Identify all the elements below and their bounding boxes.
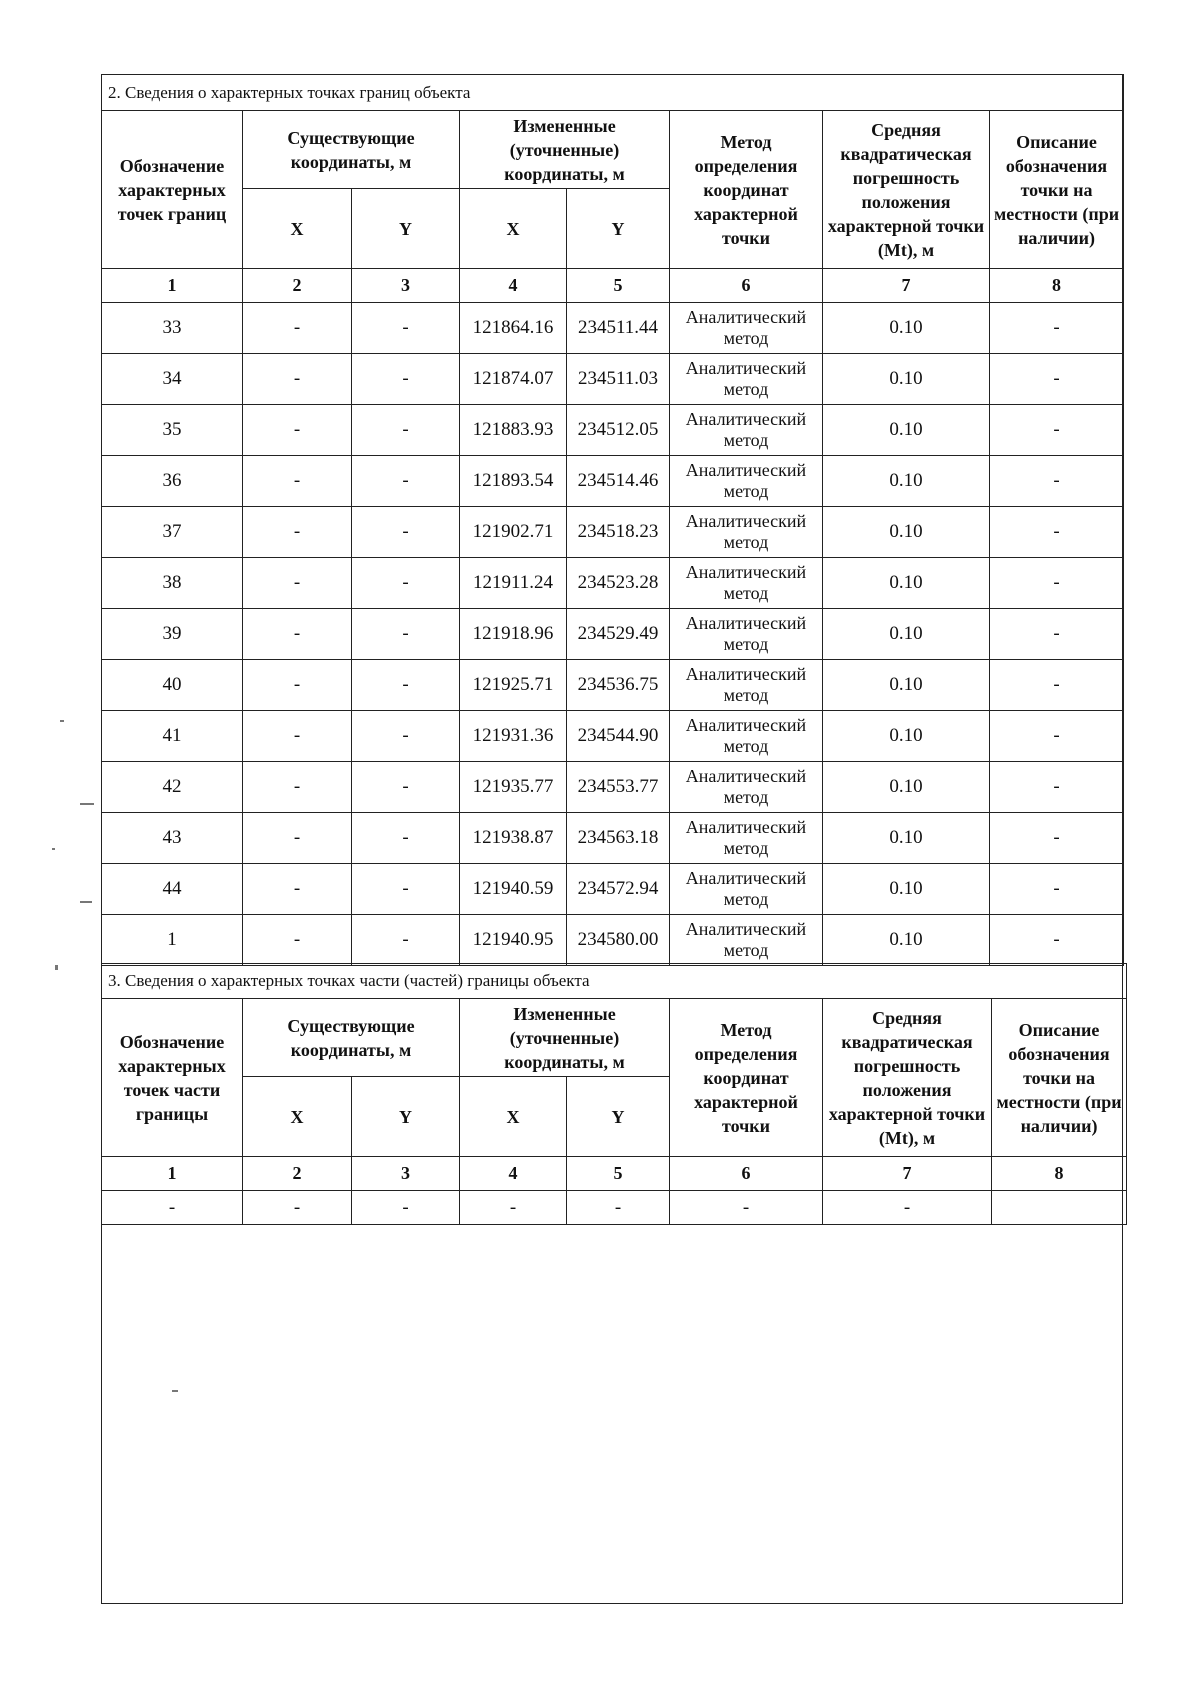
existing-x: - <box>243 915 352 966</box>
changed-x: 121935.77 <box>460 762 567 813</box>
existing-y: - <box>352 660 460 711</box>
method-text: Аналитический <box>685 409 807 429</box>
existing-x: - <box>243 558 352 609</box>
method <box>670 762 823 813</box>
column-number: 4 <box>460 269 567 303</box>
header-method: Метод определения координат характерной точки <box>670 999 823 1157</box>
point-designation: 1 <box>102 915 243 966</box>
method <box>670 303 823 354</box>
table-row <box>102 558 1124 609</box>
column-number: 3 <box>352 1157 460 1191</box>
changed-y: 234536.75 <box>567 660 670 711</box>
method-text: метод <box>723 940 769 960</box>
description: - <box>990 303 1124 354</box>
method-text: Аналитический <box>685 511 807 531</box>
table-row <box>102 1191 1127 1225</box>
method-text: Аналитический <box>685 715 807 735</box>
table-row <box>102 456 1124 507</box>
part-boundary-points-table <box>101 963 1127 1225</box>
method-text: Аналитический <box>685 664 807 684</box>
existing-y: - <box>352 558 460 609</box>
method-text: метод <box>723 583 769 603</box>
changed-x: 121925.71 <box>460 660 567 711</box>
existing-y: - <box>352 711 460 762</box>
method-text: метод <box>723 889 769 909</box>
header-changed-y: Y <box>567 1077 670 1157</box>
method <box>670 558 823 609</box>
description: - <box>990 456 1124 507</box>
existing-y: - <box>352 507 460 558</box>
method-text: метод <box>723 481 769 501</box>
mean-error: 0.10 <box>823 762 990 813</box>
point-designation: 35 <box>102 405 243 456</box>
mean-error: 0.10 <box>823 456 990 507</box>
table-row <box>102 915 1124 966</box>
column-number: 6 <box>670 269 823 303</box>
changed-y: 234553.77 <box>567 762 670 813</box>
changed-x: 121940.95 <box>460 915 567 966</box>
table-row <box>102 354 1124 405</box>
existing-x: - <box>243 711 352 762</box>
mean-error: 0.10 <box>823 915 990 966</box>
header-description: Описание обозначения точки на местности (при наличии) <box>992 999 1127 1157</box>
mean-error: - <box>823 1191 992 1225</box>
point-designation: 42 <box>102 762 243 813</box>
changed-x: 121864.16 <box>460 303 567 354</box>
column-number: 5 <box>567 1157 670 1191</box>
header-designation: Обозначение характерных точек границ <box>102 111 243 269</box>
table-row <box>102 609 1124 660</box>
point-designation: 38 <box>102 558 243 609</box>
changed-y: 234511.44 <box>567 303 670 354</box>
description: - <box>990 762 1124 813</box>
point-designation: 39 <box>102 609 243 660</box>
column-number: 8 <box>992 1157 1127 1191</box>
changed-x: 121931.36 <box>460 711 567 762</box>
section-3-title: 3. Сведения о характерных точках части (частей) границы объекта <box>102 964 1127 999</box>
method-text: метод <box>723 787 769 807</box>
header-existing-y: Y <box>352 189 460 269</box>
method-text: метод <box>723 838 769 858</box>
header-changed-x: X <box>460 1077 567 1157</box>
section-2-title: 2. Сведения о характерных точках границ объекта <box>102 75 1124 111</box>
changed-y: 234572.94 <box>567 864 670 915</box>
column-number: 7 <box>823 1157 992 1191</box>
method-text: Аналитический <box>685 613 807 633</box>
description: - <box>990 660 1124 711</box>
method-text: Аналитический <box>685 817 807 837</box>
method-text: Аналитический <box>685 868 807 888</box>
column-number: 7 <box>823 269 990 303</box>
column-number: 2 <box>243 269 352 303</box>
column-number: 1 <box>102 1157 243 1191</box>
changed-x: 121883.93 <box>460 405 567 456</box>
mean-error: 0.10 <box>823 864 990 915</box>
header-mean-error: Средняя квадратическая погрешность положения характерной точки (Mt), м <box>823 999 992 1157</box>
point-designation: 43 <box>102 813 243 864</box>
boundary-points-table <box>101 74 1124 966</box>
header-existing-x: X <box>243 189 352 269</box>
changed-y: 234512.05 <box>567 405 670 456</box>
existing-x: - <box>243 762 352 813</box>
existing-y: - <box>352 915 460 966</box>
existing-y: - <box>352 1191 460 1225</box>
method <box>670 915 823 966</box>
method-text: метод <box>723 532 769 552</box>
column-number: 4 <box>460 1157 567 1191</box>
changed-x: 121918.96 <box>460 609 567 660</box>
header-mean-error: Средняя квадратическая погрешность положения характерной точки (Mt), м <box>823 111 990 269</box>
method <box>670 507 823 558</box>
mean-error: 0.10 <box>823 813 990 864</box>
column-number: 5 <box>567 269 670 303</box>
method <box>670 660 823 711</box>
table-row <box>102 762 1124 813</box>
mean-error: 0.10 <box>823 558 990 609</box>
point-designation: 36 <box>102 456 243 507</box>
header-method: Метод определения координат характерной точки <box>670 111 823 269</box>
table-row <box>102 864 1124 915</box>
header-existing-coords: Существующие координаты, м <box>243 111 460 189</box>
changed-x: 121874.07 <box>460 354 567 405</box>
method <box>670 609 823 660</box>
column-number: 8 <box>990 269 1124 303</box>
scan-speck <box>60 720 64 722</box>
method-text: метод <box>723 379 769 399</box>
existing-y: - <box>352 456 460 507</box>
column-number: 3 <box>352 269 460 303</box>
changed-y: 234529.49 <box>567 609 670 660</box>
changed-y: 234544.90 <box>567 711 670 762</box>
mean-error: 0.10 <box>823 507 990 558</box>
mean-error: 0.10 <box>823 660 990 711</box>
header-existing-coords: Существующие координаты, м <box>243 999 460 1077</box>
header-changed-coords: Измененные (уточненные) координаты, м <box>460 999 670 1077</box>
description: - <box>990 915 1124 966</box>
point-designation: 44 <box>102 864 243 915</box>
changed-x: 121940.59 <box>460 864 567 915</box>
boundary-points-rows <box>102 303 1124 966</box>
description: - <box>990 405 1124 456</box>
method <box>670 354 823 405</box>
method-text: Аналитический <box>685 358 807 378</box>
mean-error: 0.10 <box>823 711 990 762</box>
description: - <box>990 354 1124 405</box>
existing-x: - <box>243 813 352 864</box>
description <box>992 1191 1127 1225</box>
table-row <box>102 711 1124 762</box>
column-number: 2 <box>243 1157 352 1191</box>
existing-x: - <box>243 609 352 660</box>
point-designation: 41 <box>102 711 243 762</box>
table-row <box>102 813 1124 864</box>
method-text: Аналитический <box>685 460 807 480</box>
method-text: Аналитический <box>685 919 807 939</box>
table-row <box>102 303 1124 354</box>
description: - <box>990 609 1124 660</box>
table-row <box>102 660 1124 711</box>
header-existing-y: Y <box>352 1077 460 1157</box>
mean-error: 0.10 <box>823 609 990 660</box>
method <box>670 711 823 762</box>
header-designation: Обозначение характерных точек части границы <box>102 999 243 1157</box>
mean-error: 0.10 <box>823 405 990 456</box>
point-designation: 37 <box>102 507 243 558</box>
existing-y: - <box>352 354 460 405</box>
mean-error: 0.10 <box>823 354 990 405</box>
changed-y: - <box>567 1191 670 1225</box>
method-text: Аналитический <box>685 766 807 786</box>
changed-x: 121938.87 <box>460 813 567 864</box>
changed-x: 121893.54 <box>460 456 567 507</box>
existing-y: - <box>352 864 460 915</box>
scan-speck <box>52 848 55 850</box>
header-changed-coords: Измененные (уточненные) координаты, м <box>460 111 670 189</box>
method-text: Аналитический <box>685 307 807 327</box>
existing-x: - <box>243 405 352 456</box>
header-changed-y: Y <box>567 189 670 269</box>
method-text: метод <box>723 634 769 654</box>
method <box>670 813 823 864</box>
existing-x: - <box>243 354 352 405</box>
existing-x: - <box>243 1191 352 1225</box>
existing-y: - <box>352 405 460 456</box>
existing-y: - <box>352 609 460 660</box>
header-existing-x: X <box>243 1077 352 1157</box>
existing-y: - <box>352 303 460 354</box>
point-designation: 34 <box>102 354 243 405</box>
description: - <box>990 864 1124 915</box>
existing-x: - <box>243 864 352 915</box>
point-designation: - <box>102 1191 243 1225</box>
scan-speck <box>55 965 58 970</box>
method-text: Аналитический <box>685 562 807 582</box>
method: - <box>670 1191 823 1225</box>
changed-x: 121902.71 <box>460 507 567 558</box>
header-description: Описание обозначения точки на местности (при наличии) <box>990 111 1124 269</box>
method-text: метод <box>723 328 769 348</box>
existing-x: - <box>243 303 352 354</box>
changed-x: 121911.24 <box>460 558 567 609</box>
existing-x: - <box>243 507 352 558</box>
description: - <box>990 813 1124 864</box>
table-row <box>102 405 1124 456</box>
mean-error: 0.10 <box>823 303 990 354</box>
changed-y: 234511.03 <box>567 354 670 405</box>
description: - <box>990 711 1124 762</box>
scan-speck <box>172 1390 178 1392</box>
table-row <box>102 507 1124 558</box>
point-designation: 40 <box>102 660 243 711</box>
changed-y: 234580.00 <box>567 915 670 966</box>
method <box>670 405 823 456</box>
scan-speck <box>80 803 94 805</box>
existing-x: - <box>243 660 352 711</box>
changed-y: 234514.46 <box>567 456 670 507</box>
method-text: метод <box>723 430 769 450</box>
point-designation: 33 <box>102 303 243 354</box>
changed-y: 234518.23 <box>567 507 670 558</box>
scan-speck <box>80 901 92 903</box>
existing-y: - <box>352 813 460 864</box>
existing-y: - <box>352 762 460 813</box>
changed-x: - <box>460 1191 567 1225</box>
description: - <box>990 507 1124 558</box>
changed-y: 234563.18 <box>567 813 670 864</box>
changed-y: 234523.28 <box>567 558 670 609</box>
method-text: метод <box>723 685 769 705</box>
header-changed-x: X <box>460 189 567 269</box>
method-text: метод <box>723 736 769 756</box>
column-number: 6 <box>670 1157 823 1191</box>
method <box>670 456 823 507</box>
column-number: 1 <box>102 269 243 303</box>
method <box>670 864 823 915</box>
description: - <box>990 558 1124 609</box>
existing-x: - <box>243 456 352 507</box>
